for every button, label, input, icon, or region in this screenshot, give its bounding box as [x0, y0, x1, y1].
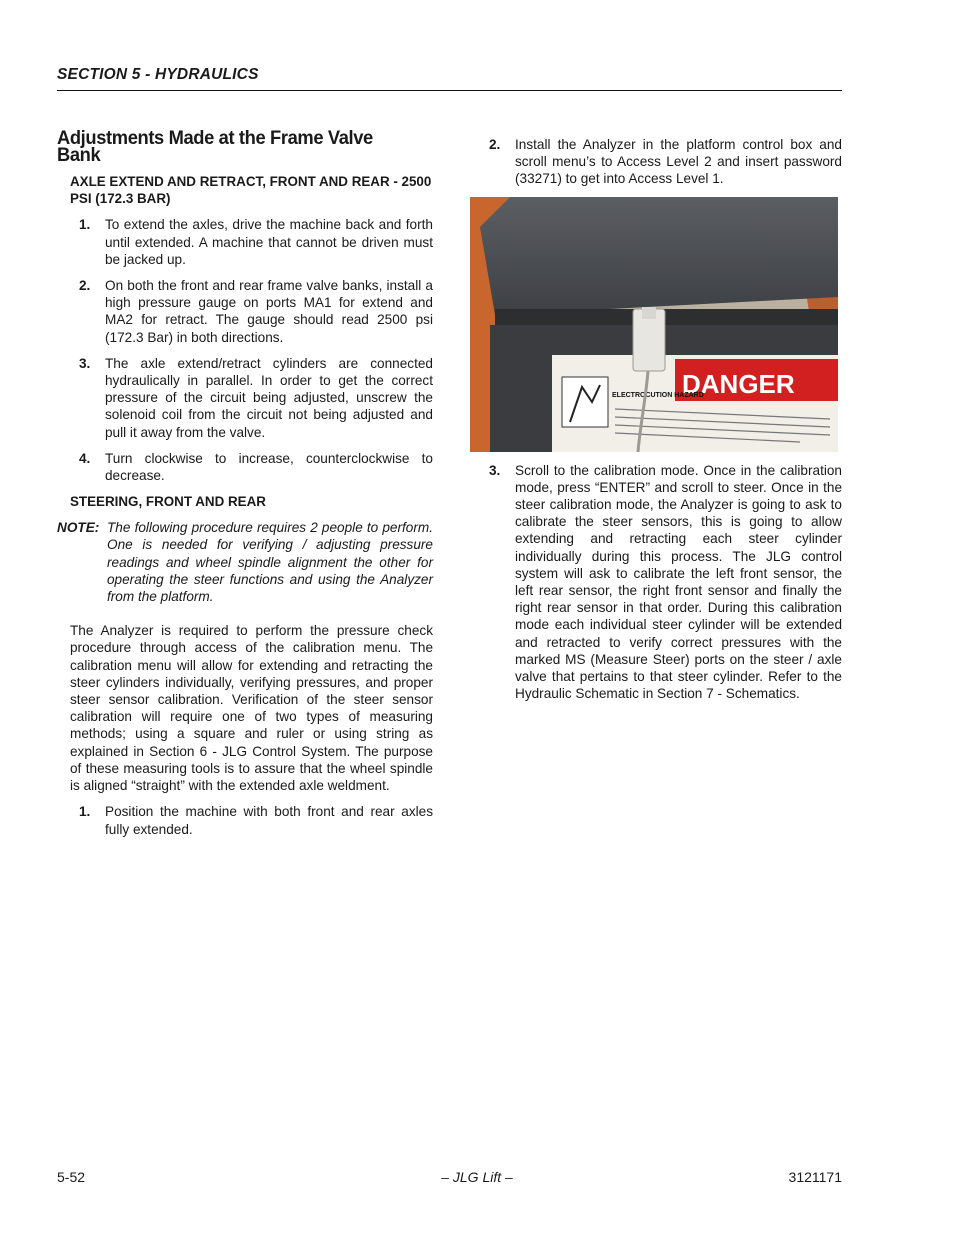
item-number: 2.	[79, 278, 91, 294]
subheading-axle: AXLE EXTEND AND RETRACT, FRONT AND REAR - 2500 PSI (172.3 BAR)	[70, 174, 432, 207]
list-item	[79, 450, 433, 484]
note-label: NOTE:	[57, 520, 100, 536]
connector-plug	[642, 307, 656, 319]
list-item	[79, 216, 433, 268]
body-paragraph: The Analyzer is required to perform the pressure check procedure through access of the calibration menu. The calibration menu will allow for extending and retracting the steer cylinders individually, verifying pressures, and proper steer sensor calibration. Verification of the steer sensor calibration will require one of two types of measuring methods; using a square and ruler or using string as explained in Section 6 - JLG Control System. The purpose of these measuring tools is to assure that the wheel spindle is aligned “straight” with the extended axle weldment.	[70, 623, 433, 794]
hazard-pictogram	[562, 377, 608, 427]
list-item	[79, 277, 433, 346]
control-box-lid	[480, 197, 838, 315]
item-text: Position the machine with both front and rear axles fully extended.	[105, 804, 433, 837]
left-column	[57, 127, 433, 847]
item-number: 1.	[79, 804, 91, 820]
hazard-label: ELECTROCUTION HAZARD	[612, 391, 704, 399]
note-block	[57, 519, 433, 605]
item-text: On both the front and rear frame valve banks, install a high pressure gauge on ports MA1 for extend and MA2 for retract. The gauge should read 2500 psi (172.3 Bar) in both directions.	[105, 278, 433, 345]
item-text: Scroll to the calibration mode. Once in the calibration mode, press “ENTER” and scroll to steer. Once in the steer calibration mode, the Analyzer is going to ask to calibrate the steer sensors, this is going to allow extending and retracting each steer cylinder individually during this process. The JLG control system will ask to calibrate the left front sensor, the left rear sensor, the right front sensor and finally the right rear sensor in that order. During this calibration mode each individual steer cylinder will be extended and retracted to verify correct pressures with the marked MS (Measure Steer) ports on the steer / axle valve that pertains to that steer cylinder. Refer to the Hydraulic Schematic in Section 7 - Schematics.	[515, 462, 842, 702]
page-number: 5-52	[57, 1169, 86, 1185]
item-number: 1.	[79, 217, 91, 233]
right-column	[489, 136, 842, 711]
item-text: The axle extend/retract cylinders are connected hydraulically in parallel. In order to get the correct pressure of the circuit being adjusted, unscrew the solenoid coil from the circuit not being adjusted and pull it away from the valve.	[105, 355, 433, 440]
box-shadow	[495, 309, 838, 327]
analyzer-photo	[470, 197, 838, 452]
item-number: 2.	[489, 137, 501, 152]
item-text: Install the Analyzer in the platform control box and scroll menu’s to Access Level 2 and insert password (33271) to get into Access Level 1.	[515, 137, 842, 187]
list-item	[489, 462, 842, 703]
danger-label: DANGER	[682, 368, 795, 399]
item-number: 4.	[79, 450, 91, 466]
page-heading: Adjustments Made at the Frame Valve Bank	[57, 127, 373, 167]
note-text: The following procedure requires 2 people to perform. One is needed for verifying / adjusting pressure readings and wheel spindle alignment the other for operating the steer functions and using the Analyzer from the platform.	[107, 520, 433, 605]
subheading-steering: STEERING, FRONT AND REAR	[70, 494, 266, 510]
item-number: 3.	[79, 355, 91, 371]
item-number: 3.	[489, 462, 501, 478]
footer-center: – JLG Lift –	[441, 1169, 513, 1185]
section-title: SECTION 5 - HYDRAULICS	[57, 66, 259, 83]
list-item	[489, 136, 842, 188]
section-header	[57, 66, 842, 91]
document-number: 3121171	[788, 1169, 842, 1185]
item-text: Turn clockwise to increase, counterclockwise to decrease.	[105, 450, 433, 484]
list-item	[79, 803, 433, 837]
item-text: To extend the axles, drive the machine back and forth until extended. A machine that cannot be driven must be jacked up.	[105, 217, 433, 267]
list-item	[79, 355, 433, 441]
